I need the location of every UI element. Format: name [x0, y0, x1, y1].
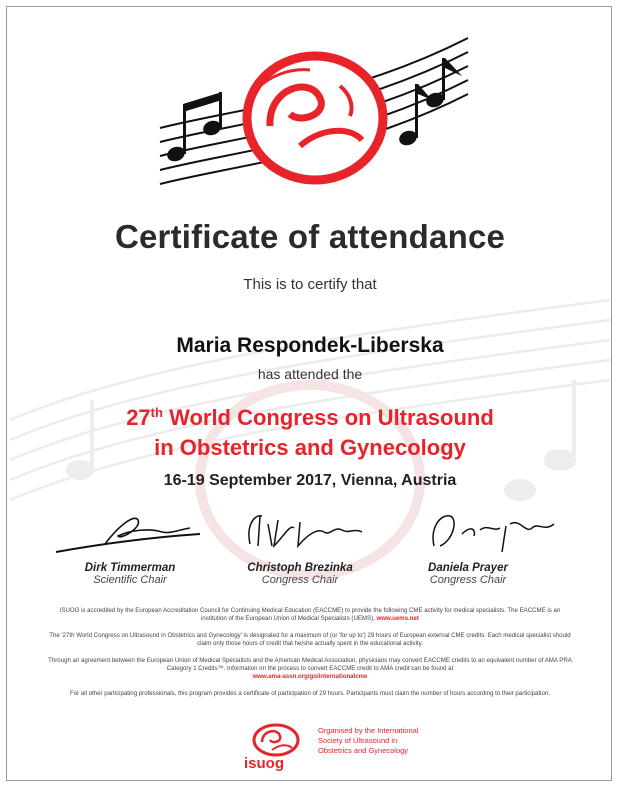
signatory-role: Congress Chair — [429, 574, 507, 586]
signatory-role: Scientific Chair — [93, 574, 167, 586]
participation-paragraph: For all other participating professionals, this program provides a certificate of participation of 29 hours. Participants must claim the number of hours according to their participation. — [70, 690, 550, 697]
signatory-role: Congress Chair — [261, 574, 339, 586]
attended-text: has attended the — [257, 366, 363, 382]
isuog-fetus-logo — [247, 56, 383, 180]
isuog-logo-text: isuog — [244, 755, 284, 772]
organised-by-text: Organised by the International Society of Ultrasound in Obstetrics and Gynecology — [318, 726, 419, 755]
ama-link[interactable]: www.ama-assn.org/go/internationalcme — [252, 673, 368, 680]
certificate-title: Certificate of attendance — [114, 218, 506, 255]
uems-link[interactable]: www.uems.net — [376, 615, 419, 622]
congress-title-line1: World Congress on Ultrasound — [169, 405, 494, 430]
signatory-name: Christoph Brezinka — [247, 562, 353, 574]
signatory-name: Daniela Prayer — [428, 562, 508, 574]
congress-ordinal-suffix: th — [150, 405, 163, 420]
credits-paragraph: The '27th World Congress on Ultrasound in Obstetrics and Gynecology' is designated for a maximum of (or 'for up to') 29 hours of European external CME credits. Each medical specialist should claim only those hours of credit that he/she actually spent in the educational activity. — [49, 632, 571, 647]
recipient-name: Maria Respondek-Liberska — [176, 334, 444, 357]
certify-text: This is to certify that — [243, 276, 377, 293]
signature-image — [238, 506, 378, 556]
ama-paragraph: Through an agreement between the European Union of Medical Specialists and the American Medical Association, physicians may convert EACCME credits to an equivalent number of AMA PRA Category 1 Credits™. Information on the process to convert EACCME credit to AMA credit can be found at www.ama-assn.org/go/internationalcme — [48, 657, 572, 680]
congress-number: 27 — [126, 405, 151, 430]
signature-image — [420, 504, 570, 558]
signatory-3 — [378, 562, 558, 586]
signatory-2 — [210, 562, 390, 586]
accreditation-paragraph: ISUOG is accredited by the European Accreditation Council for Continuing Medical Education (EACCME) to provide the following CME activity for medical specialists. The EACCME is an institution of the European Union of Medical Specialists (UEMS), www.uems.net — [59, 607, 561, 622]
signatory-name: Dirk Timmerman — [84, 562, 176, 574]
signatory-1 — [40, 562, 220, 586]
music-notes-decoration — [150, 18, 470, 208]
congress-title — [0, 398, 620, 463]
dates-location: 16-19 September 2017, Vienna, Austria — [163, 472, 457, 489]
isuog-logo-icon — [250, 722, 302, 758]
congress-title-line2: in Obstetrics and Gynecology — [154, 435, 466, 460]
signature-image — [50, 510, 210, 558]
